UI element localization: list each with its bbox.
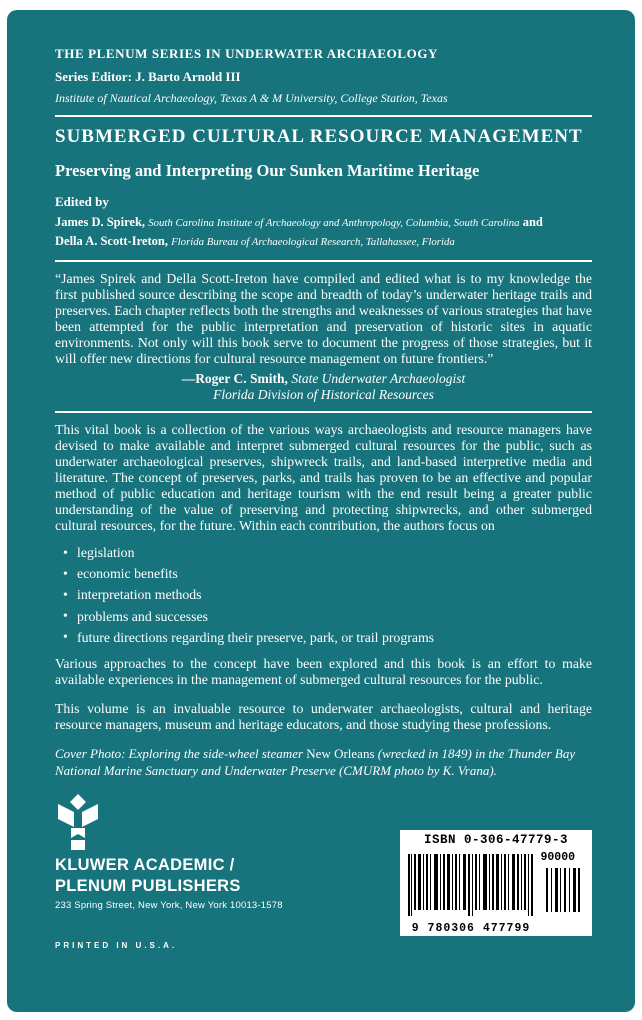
editor1-affiliation: South Carolina Institute of Archaeology and Anthropology, Columbia, South Carolina [148, 217, 520, 229]
isbn-barcode [400, 830, 592, 936]
bullet-text: future directions regarding their preserve, park, or trail programs [77, 629, 435, 645]
bullet-item [55, 627, 592, 648]
addon-barcode-bars [546, 868, 582, 912]
series-affiliation: Institute of Nautical Archaeology, Texas A & M University, College Station, Texas [55, 91, 448, 105]
audience-paragraph: This volume is an invaluable resource to underwater archaeologists, cultural and heritage resource managers, museum and heritage educators, and those studying these professions. [55, 701, 592, 733]
cover-photo-note [55, 746, 592, 779]
bullet-icon: • [63, 565, 68, 581]
publisher-name [55, 855, 283, 897]
bullet-item [55, 564, 592, 585]
bullet-icon: • [63, 544, 68, 560]
editor1-name: James D. Spirek, [55, 215, 146, 229]
isbn-number: ISBN 0-306-47779-3 [423, 833, 569, 848]
focus-list [55, 543, 592, 649]
book-back-cover [7, 10, 635, 1012]
publisher-block [55, 792, 283, 950]
publisher-name-line1: KLUWER ACADEMIC / [55, 856, 235, 875]
title-block [55, 126, 592, 251]
bullet-icon: • [63, 586, 68, 602]
book-description-section [55, 422, 592, 780]
divider [55, 411, 592, 413]
bullet-item [55, 543, 592, 564]
cover-note-ship-name: New Orleans [306, 746, 375, 762]
divider [55, 260, 592, 262]
printed-in-usa-label: PRINTED IN U.S.A. [55, 941, 178, 951]
editors [55, 213, 592, 251]
publisher-footer [55, 792, 592, 950]
bullet-text: economic benefits [77, 566, 178, 582]
bullet-item [55, 585, 592, 606]
cover-note-suffix: (wrecked in 1849) in the Thunder Bay National Marine Sanctuary and Underwater Preserve (CMURM photo by K. Vrana). [55, 746, 576, 778]
cover-note-prefix: Cover Photo: Exploring the side-wheel steamer [55, 746, 304, 762]
description-paragraph: This vital book is a collection of the various ways archaeologists and resource managers have devised to make available and interpret submerged cultural resources for the public, such as underwater archaeological preserves, shipwreck trails, and land-based interpretive media and literature. The concept of preserves, parks, and trails has proven to be an effective and popular method of public education and heritage tourism with the end result being a greater public understanding of the value of preserving and protecting shipwrecks, and other submerged cultural resources, for the future. Within each contribution, the authors focus on [55, 421, 592, 533]
bullet-text: problems and successes [77, 608, 209, 624]
ean-number: 9 780306 477799 [411, 922, 531, 936]
attribution-title: State Underwater Archaeologist [291, 370, 466, 386]
bullet-item [55, 606, 592, 627]
approaches-paragraph: Various approaches to the concept have been explored and this book is an effort to make available experiences in the management of submerged cultural resources for the public. [55, 656, 592, 688]
editor-line-2 [55, 232, 592, 251]
book-title: SUBMERGED CULTURAL RESOURCE MANAGEMENT [55, 126, 583, 147]
bullet-text: interpretation methods [77, 587, 202, 603]
series-header [55, 46, 592, 106]
editor2-name: Della A. Scott-Ireton, [55, 233, 168, 248]
publisher-name-line2: PLENUM PUBLISHERS [55, 877, 241, 896]
review-quote: “James Spirek and Della Scott-Ireton have compiled and edited what is to my knowledge the first published source describing the scope and breadth of today’s underwater heritage trails and preserves. Each chapter reflects both the strengths and weaknesses of various strategies that have been attempted for the public interpretation and preservation of historic sites in aquatic environments. Not only will this book serve to document the progress of those strategies, but it will offer new directions for cultural resource management on future frontiers.” [55, 270, 592, 366]
review-quote-section [55, 271, 592, 403]
attribution-organization: Florida Division of Historical Resources [213, 386, 434, 402]
bullet-icon: • [63, 629, 68, 645]
editor1-joiner: and [522, 215, 543, 229]
ean-barcode-bars [408, 854, 534, 916]
publisher-logo-icon [55, 794, 101, 850]
publisher-address: 233 Spring Street, New York, New York 10013-1578 [55, 900, 283, 912]
bullet-icon: • [63, 608, 68, 624]
divider [55, 115, 592, 117]
edited-by-label: Edited by [55, 194, 109, 209]
book-subtitle: Preserving and Interpreting Our Sunken Maritime Heritage [55, 161, 480, 180]
quote-attribution [55, 371, 592, 403]
editor2-affiliation: Florida Bureau of Archaeological Research, Tallahassee, Florida [171, 235, 455, 248]
price-addon-code: 90000 [540, 851, 575, 865]
series-title: THE PLENUM SERIES IN UNDERWATER ARCHAEOLOGY [55, 46, 439, 61]
series-editor: Series Editor: J. Barto Arnold III [55, 69, 241, 84]
editor-line-1 [55, 213, 592, 232]
bullet-text: legislation [77, 545, 135, 561]
attribution-name: —Roger C. Smith, [181, 370, 288, 386]
